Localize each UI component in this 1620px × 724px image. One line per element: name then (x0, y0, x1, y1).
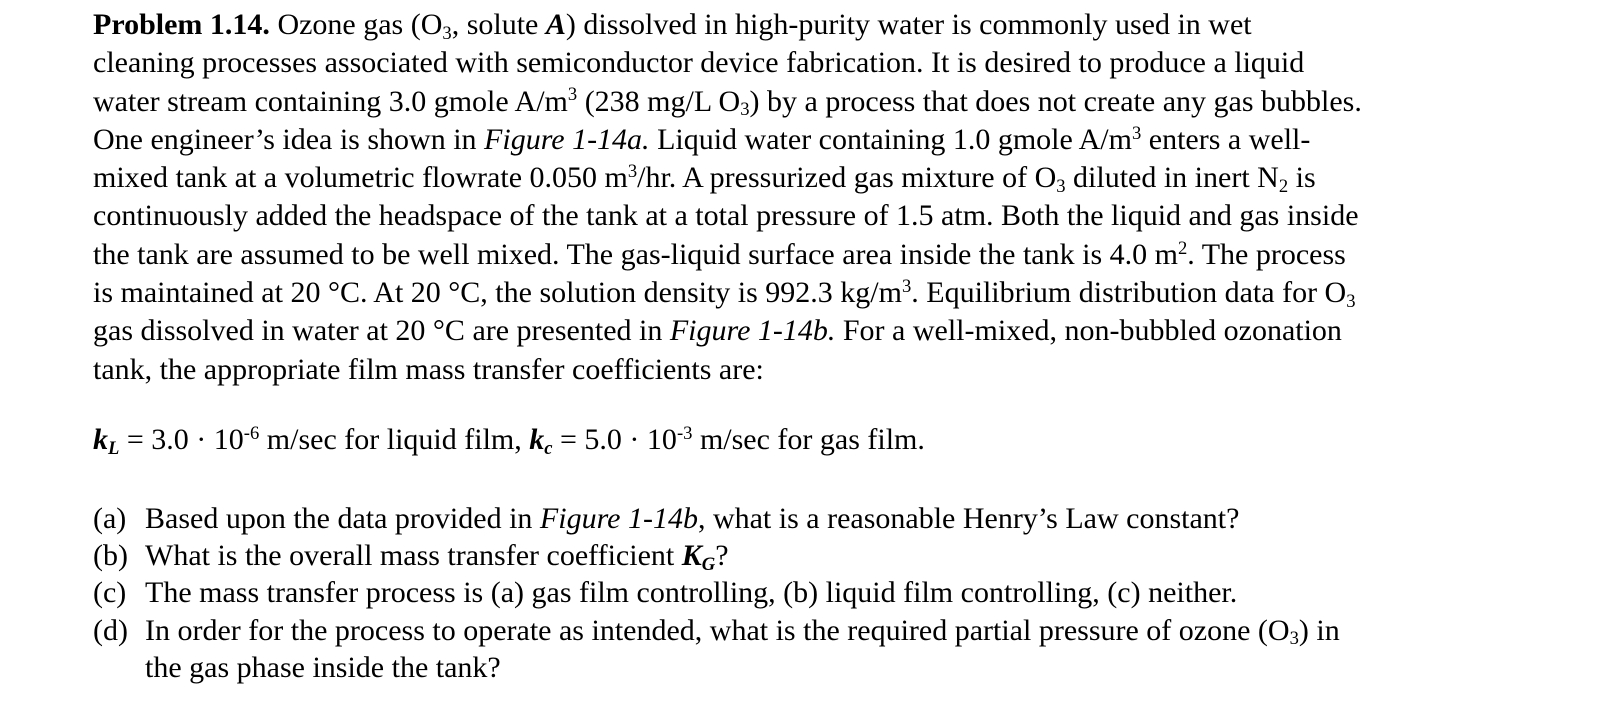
problem-heading: Problem 1.14. (93, 8, 270, 41)
problem-line-1: Problem 1.14. Ozone gas ($O_3$, solute A) dissolved in high-purity water is commonly used in wet (93, 8, 1252, 44)
problem-line-8: is maintained at 20 °C. At 20 °C, the solution density is 992.3 $kg/m^3$. Equilibrium distribution data for $O_3$ (93, 275, 1356, 312)
problem-line-5: mixed tank at a volumetric flowrate 0.050 $m^3/hr$. A pressurized gas mixture of $O_3$ diluted in inert $N_2$ is (93, 160, 1316, 197)
question-c: (c) The mass transfer process is (a) gas film controlling, (b) liquid film controlling, (c) neither. (93, 574, 1493, 611)
kl-symbol: k (93, 423, 108, 456)
problem-line-7: the tank are assumed to be well mixed. The gas-liquid surface area inside the tank is 4.0 $m^2$. The process (93, 237, 1346, 271)
figure-ref-14b: Figure 1-14b. (669, 314, 836, 348)
figure-ref-14a: Figure 1-14a. (484, 122, 650, 156)
question-d-continuation: the gas phase inside the tank? (145, 650, 501, 684)
problem-line-4: One engineer’s idea is shown in Figure 1-14a. Liquid water containing 1.0 gmole $A/m^3$ enters a well- (93, 122, 1311, 156)
problem-line-2: cleaning processes associated with semiconductor device fabrication. It is desired to produce a liquid (93, 46, 1305, 80)
question-label: (b) (93, 539, 128, 573)
question-list (93, 500, 1493, 686)
question-label: (a) (93, 502, 127, 535)
problem-statement (93, 6, 1473, 389)
question-label: (d) (93, 613, 128, 647)
problem-line-10: tank, the appropriate film mass transfer coefficients are: (93, 352, 764, 386)
question-b: (b) What is the overall mass transfer coefficient $K_G$? (93, 539, 729, 575)
kc-symbol: k (529, 423, 545, 456)
question-label: (c) (93, 576, 127, 610)
mass-transfer-coefficients: $k_L = 3.0 \cdot 10^{-6}$ m/sec for liquid film, $k_c = 5.0 \cdot 10^{-3}$ m/sec for gas film. (93, 422, 925, 459)
problem-line-6: continuously added the headspace of the tank at a total pressure of 1.5 atm. Both the liquid and gas inside (93, 199, 1359, 233)
question-a: (a) Based upon the data provided in Figure 1-14b, what is a reasonable Henry’s Law constant? (93, 500, 1493, 537)
problem-line-3: water stream containing 3.0 gmole $A/m^3$ (238 mg/L $O_3$) by a process that does not create any gas bubbles. (93, 84, 1362, 121)
problem-line-9: gas dissolved in water at 20 °C are presented in Figure 1-14b. For a well-mixed, non-bubbled ozonation (93, 314, 1342, 348)
question-d: (d) In order for the process to operate as intended, what is the required partial pressure of ozone $(O_3)$ in the gas phase inside the tank? (93, 612, 1493, 686)
